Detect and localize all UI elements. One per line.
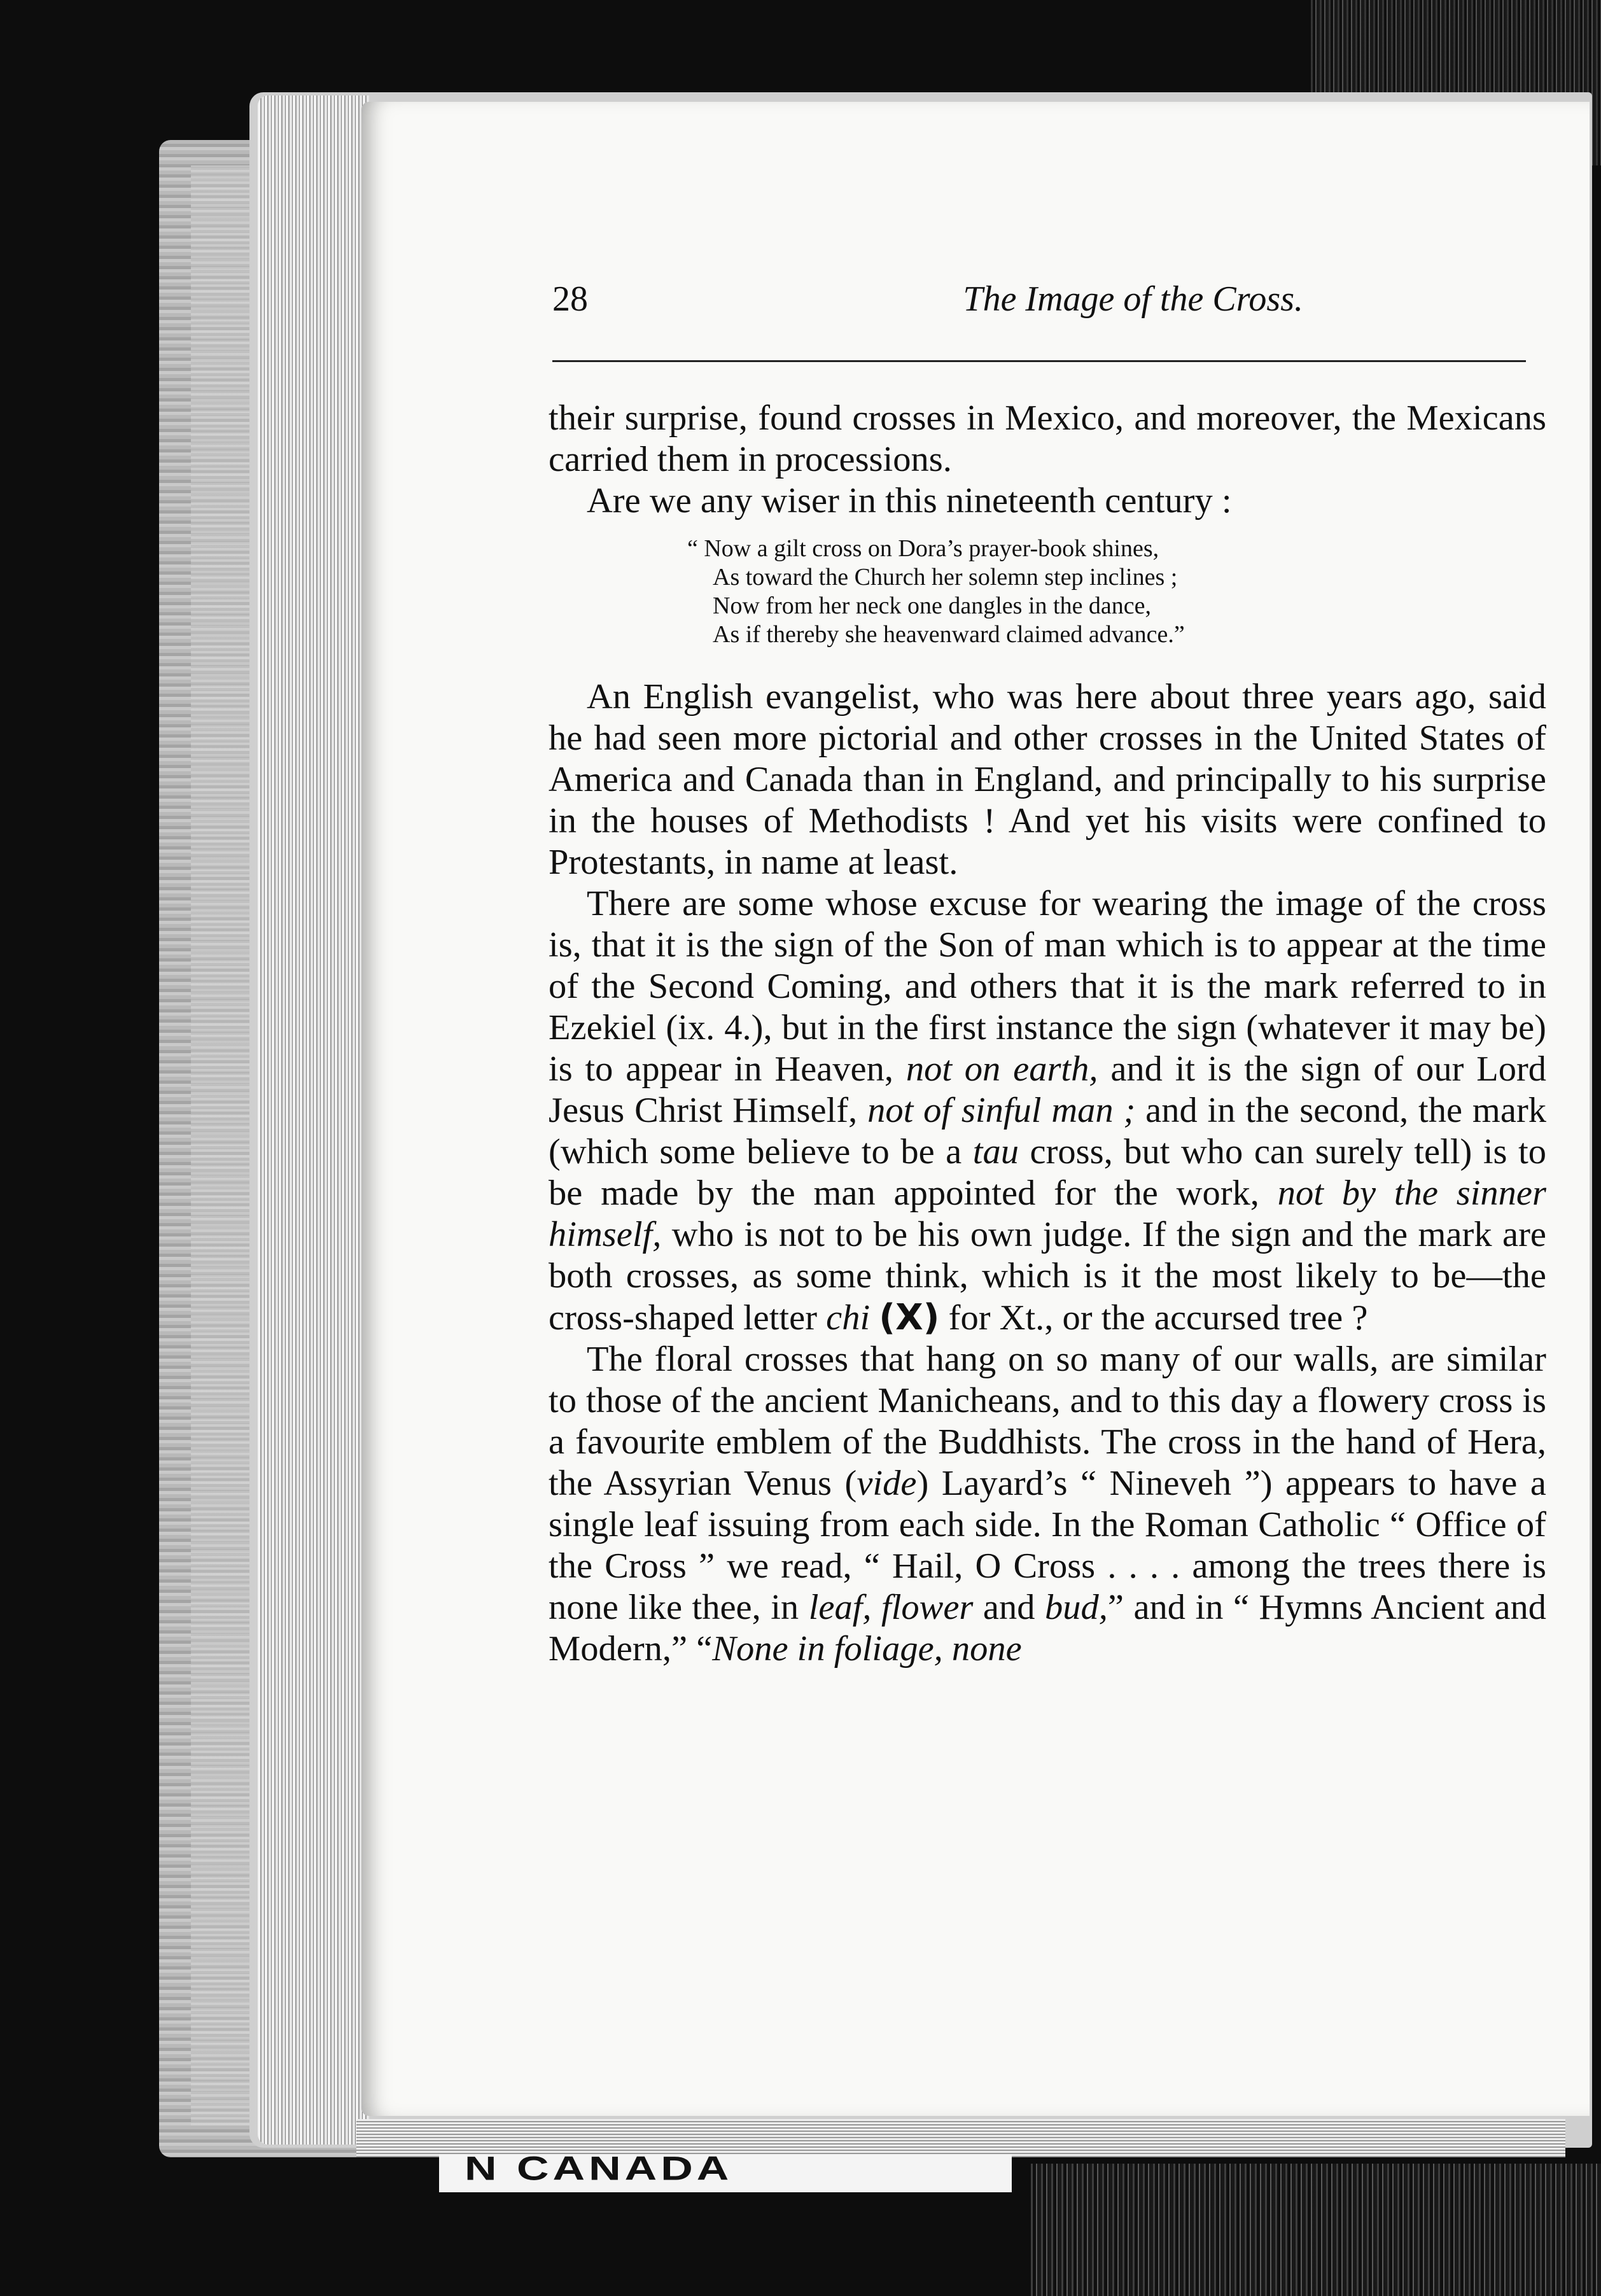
text-run: for Xt., or the accursed tree ? xyxy=(948,1298,1368,1338)
italic-run: not on earth, xyxy=(905,1049,1098,1089)
paragraph: The floral crosses that hang on so many of our walls, are similar to those of the ancient Manicheans, and to this day a flowery cross is a favourite emblem of the Buddhists. The cross in the hand of Hera, the Assyrian Venus (vide) Layard’s “ Nineveh ”) appears to have a single leaf issuing from each side. In the Roman Catholic “ Office of the Cross ” we read, “ Hail, O Cross . . . . among the trees there is none like thee, in leaf, flower and bud,” and in “ Hymns Ancient and Modern,” “None in foliage, none xyxy=(549,1340,1547,1669)
running-title: The Image of the Cross. xyxy=(963,279,1303,319)
text-run: cross, but who can surely tell) is to be made by the man appointed for the work, xyxy=(549,1132,1547,1213)
paragraph: their surprise, found crosses in Mexico, and moreover, the Mexicans carried them in processions. xyxy=(549,398,1546,479)
poem-line: “ Now a gilt cross on Dora’s prayer-book shines, xyxy=(687,535,1159,562)
paragraph: Are we any wiser in this nineteenth century : xyxy=(587,481,1232,521)
italic-run: not of sinful man ; xyxy=(867,1091,1136,1130)
text-run: and it is the sign of our Lord Jesus Christ Himself, xyxy=(549,1049,1547,1130)
header-rule xyxy=(552,360,1526,362)
paragraph xyxy=(549,883,1546,1339)
poem-line: Now from her neck one dangles in the dance, xyxy=(713,592,1152,619)
italic-run: tau xyxy=(972,1132,1019,1172)
poem-line: As if thereby she heavenward claimed advance.” xyxy=(713,621,1185,648)
text-run: The floral crosses that hang on so many of our walls, are similar to those of the ancient Manicheans, and to this day a flowery cross is a favourite emblem of the Buddhists. The cross in the hand of Hera, the Assyrian Venus ( xyxy=(549,1340,1546,1503)
poem-quote xyxy=(687,535,1546,649)
scan-noise xyxy=(1031,2164,1601,2296)
page-edges xyxy=(258,95,369,2145)
page-header xyxy=(552,279,1303,330)
text-run: and xyxy=(982,1588,1035,1627)
page-stack-bottom xyxy=(356,2119,1565,2157)
text-run: There are some whose excuse for wearing the image of the cross is, that it is the sign of the Son of man which is to appear at the time of the Second Coming, and others that it is the mark referred to in Ezekiel (ix. 4.), but in the first instance the sign (whatever it may be) is to appear in Heaven, xyxy=(549,884,1546,1089)
body-text xyxy=(549,398,1546,1670)
italic-run: chi xyxy=(826,1298,870,1338)
paragraph: An English evangelist, who was here about three years ago, said he had seen more pictorial and other crosses in the United States of America and Canada than in England, and principally to his surprise in the houses of Methodists ! And yet his visits were confined to Protestants, in name at least. xyxy=(549,677,1546,882)
label-text: N CANADA xyxy=(465,2154,733,2183)
italic-run: leaf, flower xyxy=(808,1588,974,1627)
text-run: who is not to be his own judge. If the sign and the mark are both crosses, as some think, which is it the most likely to be—the cross-shaped letter xyxy=(549,1215,1546,1338)
text-run: Layard’s “ Nineveh ”) appears to have a single leaf issuing from each side. In the Roman Catholic “ Office of the Cross ” we read, “ Hail, O Cross . . . . among the trees there is none like thee, in xyxy=(549,1464,1546,1627)
text-run: ” and in “ Hymns Ancient and Modern,” “ xyxy=(549,1588,1547,1669)
page-number: 28 xyxy=(552,279,588,319)
text-run: and in the second, the mark (which some believe to be a xyxy=(549,1091,1547,1172)
italic-run: vide xyxy=(856,1464,917,1503)
chi-symbol: (X) xyxy=(879,1297,940,1338)
poem-line: As toward the Church her solemn step inclines ; xyxy=(713,564,1178,591)
italic-run: None in foliage, none xyxy=(712,1629,1022,1669)
italic-run: bud, xyxy=(1045,1588,1108,1627)
italic-run: not by the sinner himself, xyxy=(549,1173,1546,1254)
